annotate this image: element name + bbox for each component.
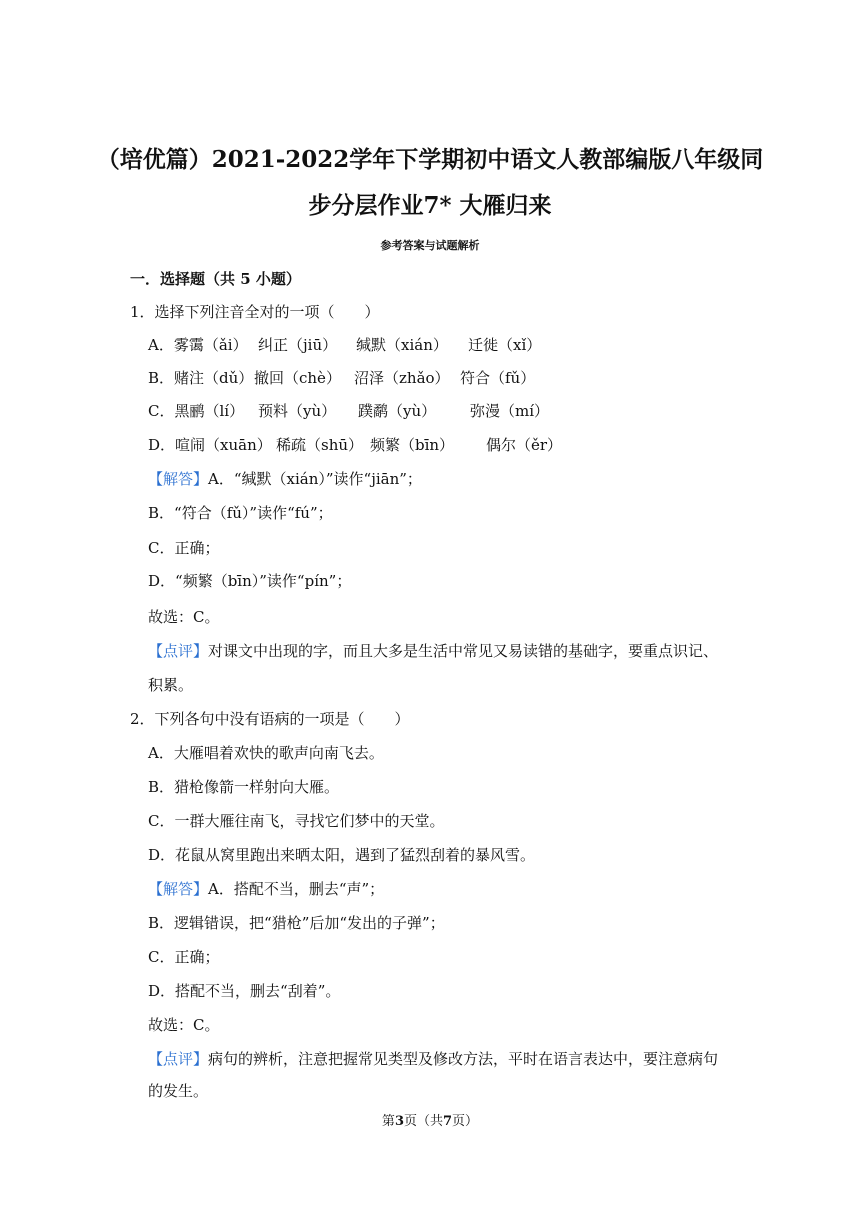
option-c-item-3: 蹼鹬（yù）: [358, 402, 437, 420]
question-2-answer-line-2: B．逻辑错误，把“猎枪”后加“发出的子弹”；: [148, 914, 445, 932]
section-heading: 一．选择题（共 5 小题）: [130, 270, 301, 288]
option-d-item-4: 偶尔（ěr）: [486, 436, 563, 454]
question-1-answer-line-3: C．正确；: [148, 539, 220, 557]
question-2-choice: 故选：C。: [148, 1016, 220, 1034]
option-c-item-2: 预料（yù）: [258, 402, 337, 420]
question-2-answer-line-4: D．搭配不当，删去“刮着”。: [148, 982, 341, 1000]
footer-suffix: 页）: [452, 1114, 479, 1129]
option-a-item-1: A．雾霭（ǎi）: [148, 336, 248, 354]
document-title-line-2: 步分层作业7* 大雁归来: [308, 192, 552, 219]
answer-tag: 【解答】: [148, 470, 209, 488]
question-1-option-d: [148, 432, 562, 458]
option-a-item-4: 迁徙（xǐ）: [468, 336, 542, 354]
question-1-answer-line-1: [148, 466, 422, 492]
question-1-answer-line-4: D．“频繁（bīn）”读作“pín”；: [148, 572, 352, 590]
option-b-item-2: 撤回（chè）: [254, 369, 341, 387]
page-footer: [0, 1110, 860, 1129]
answer-tag: 【解答】: [148, 880, 209, 898]
question-1-option-b: [148, 365, 535, 391]
question-1-stem: 1．选择下列注音全对的一项（ ）: [130, 303, 380, 321]
question-2-option-c: C．一群大雁往南飞，寻找它们梦中的天堂。: [148, 812, 445, 830]
question-1-answer-line-2: B．“符合（fǔ）”读作“fú”；: [148, 504, 333, 522]
question-2-option-b: B．猎枪像箭一样射向大雁。: [148, 778, 340, 796]
option-b-item-3: 沼泽（zhǎo）: [354, 369, 450, 387]
comment-tag: 【点评】: [148, 642, 209, 660]
document-subtitle: 参考答案与试题解析: [380, 239, 480, 252]
document-title-line-1: （培优篇）2021-2022学年下学期初中语文人教部编版八年级同: [96, 146, 764, 173]
option-d-item-2: 稀疏（shū）: [276, 436, 364, 454]
option-c-item-4: 弥漫（mí）: [470, 402, 550, 420]
answer-text: A．“缄默（xián）”读作“jiān”；: [208, 470, 422, 488]
comment-tag: 【点评】: [148, 1050, 209, 1068]
question-1-option-c: [148, 398, 549, 424]
comment-text: 对课文中出现的字，而且大多是生活中常见又易读错的基础字，要重点识记、: [208, 642, 719, 660]
option-c-item-1: C．黑鹂（lí）: [148, 402, 245, 420]
question-2-option-d: D．花鼠从窝里跑出来晒太阳，遇到了猛烈刮着的暴风雪。: [148, 846, 536, 864]
footer-mid: 页（共: [403, 1114, 443, 1129]
option-d-item-1: D．喧闹（xuān）: [148, 436, 272, 454]
question-2-option-a: A．大雁唱着欢快的歌声向南飞去。: [148, 744, 384, 762]
question-2-comment-line-2: 的发生。: [148, 1082, 209, 1100]
question-1-comment-line-1: [148, 638, 718, 664]
footer-prefix: 第: [381, 1114, 395, 1129]
comment-text: 病句的辨析，注意把握常见类型及修改方法，平时在语言表达中，要注意病句: [208, 1050, 719, 1068]
question-1-comment-line-2: 积累。: [148, 676, 194, 694]
question-2-comment-line-1: [148, 1046, 718, 1072]
question-2-answer-line-3: C．正确；: [148, 948, 220, 966]
question-1-choice: 故选：C。: [148, 608, 220, 626]
footer-total-pages: 7: [443, 1114, 453, 1129]
option-b-item-1: B．赌注（dǔ）: [148, 369, 254, 387]
question-2-answer-line-1: [148, 876, 384, 902]
question-2-stem: 2．下列各句中没有语病的一项是（ ）: [130, 710, 410, 728]
answer-text: A．搭配不当，删去“声”；: [208, 880, 385, 898]
footer-page-number: 3: [394, 1114, 404, 1129]
option-a-item-2: 纠正（jiū）: [258, 336, 338, 354]
option-d-item-3: 频繁（bīn）: [370, 436, 455, 454]
option-b-item-4: 符合（fǔ）: [460, 369, 536, 387]
option-a-item-3: 缄默（xián）: [356, 336, 448, 354]
question-1-option-a: [148, 332, 541, 358]
